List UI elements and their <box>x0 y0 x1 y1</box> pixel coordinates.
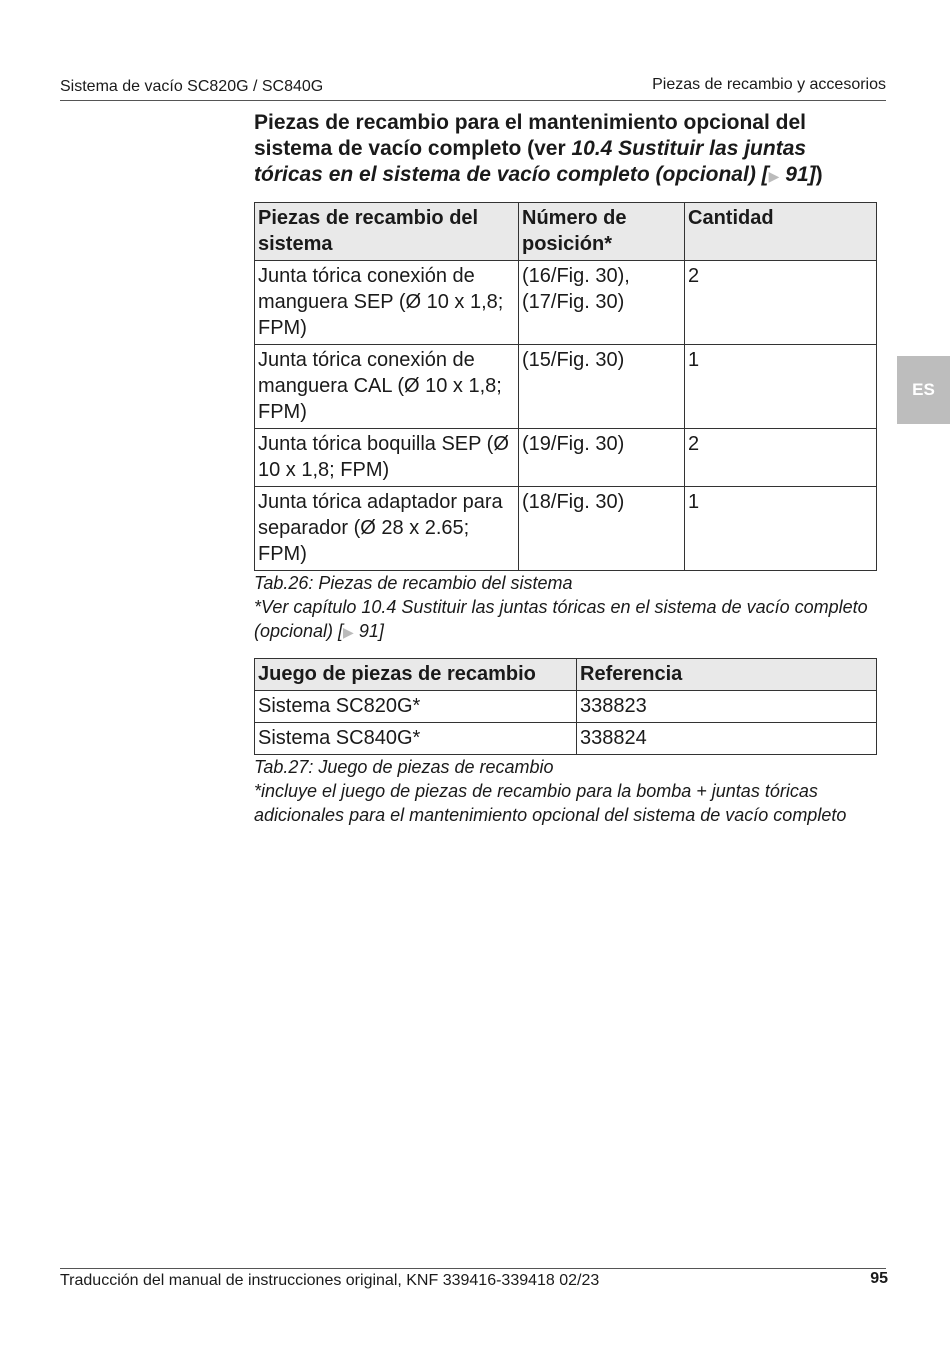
heading-text: Piezas de recambio para el mantenimiento opcional del sistema de vacío completo (ver <box>254 111 806 160</box>
table-row <box>255 723 877 755</box>
cell-reference: 338824 <box>577 723 877 755</box>
running-header-right: Piezas de recambio y accesorios <box>652 76 886 93</box>
cell-position: (16/Fig. 30), (17/Fig. 30) <box>519 261 685 345</box>
note-page-ref[interactable]: 91] <box>353 621 384 641</box>
table-row <box>255 345 877 429</box>
heading-ref-page: 91] <box>779 163 816 186</box>
table-note <box>254 595 877 644</box>
column-header-quantity: Cantidad <box>685 203 877 261</box>
cell-reference: 338823 <box>577 691 877 723</box>
cell-kit: Sistema SC840G* <box>255 723 577 755</box>
cell-quantity: 2 <box>685 429 877 487</box>
main-content <box>254 110 877 827</box>
running-header-left: Sistema de vacío SC820G / SC840G <box>60 78 324 95</box>
cell-part: Junta tórica adaptador para separador (Ø 28 x 2.65; FPM) <box>255 487 519 571</box>
cell-part: Junta tórica conexión de manguera SEP (Ø 10 x 1,8; FPM) <box>255 261 519 345</box>
cell-quantity: 2 <box>685 261 877 345</box>
spare-parts-kit-table <box>254 658 877 755</box>
cell-quantity: 1 <box>685 487 877 571</box>
note-text: *Ver capítulo 10.4 Sustituir las juntas tóricas en el sistema de vacío completo (opcional) [ <box>254 597 868 641</box>
page-ref-arrow-icon: ▶ <box>768 168 780 184</box>
table-note: *incluye el juego de piezas de recambio para la bomba + juntas tóricas adicionales para el mantenimiento opcional del sistema de vacío completo <box>254 781 847 825</box>
column-header-reference: Referencia <box>577 659 877 691</box>
table-caption: Tab.27: Juego de piezas de recambio <box>254 757 554 777</box>
page-number: 95 <box>870 1270 888 1287</box>
footer-divider <box>60 1268 886 1269</box>
table-row <box>255 261 877 345</box>
cell-position: (18/Fig. 30) <box>519 487 685 571</box>
table-row <box>255 691 877 723</box>
column-header-parts: Piezas de recambio del sistema <box>255 203 519 261</box>
spare-parts-table <box>254 202 877 571</box>
language-tab-label: ES <box>912 380 935 399</box>
header-divider <box>60 100 886 101</box>
cell-position: (15/Fig. 30) <box>519 345 685 429</box>
cell-part: Junta tórica boquilla SEP (Ø 10 x 1,8; FPM) <box>255 429 519 487</box>
heading-suffix: ) <box>815 163 823 186</box>
cell-position: (19/Fig. 30) <box>519 429 685 487</box>
table-header-row <box>255 203 877 261</box>
page-ref-arrow-icon: ▶ <box>343 624 354 640</box>
table-caption: Tab.26: Piezas de recambio del sistema <box>254 573 573 593</box>
table-27-caption-block <box>254 755 877 827</box>
column-header-position: Número de posición* <box>519 203 685 261</box>
table-row <box>255 487 877 571</box>
language-tab <box>897 356 950 424</box>
cell-kit: Sistema SC820G* <box>255 691 577 723</box>
footer-text: Traducción del manual de instrucciones original, KNF 339416-339418 02/23 <box>60 1272 600 1289</box>
section-heading <box>254 110 877 189</box>
table-header-row <box>255 659 877 691</box>
column-header-kit: Juego de piezas de recambio <box>255 659 577 691</box>
heading-ref-text: 10.4 Sustituir las juntas tóricas en el sistema de vacío completo (opcional) [ <box>254 137 807 186</box>
table-26-caption-block <box>254 571 877 644</box>
table-row <box>255 429 877 487</box>
cell-part: Junta tórica conexión de manguera CAL (Ø 10 x 1,8; FPM) <box>255 345 519 429</box>
cell-quantity: 1 <box>685 345 877 429</box>
